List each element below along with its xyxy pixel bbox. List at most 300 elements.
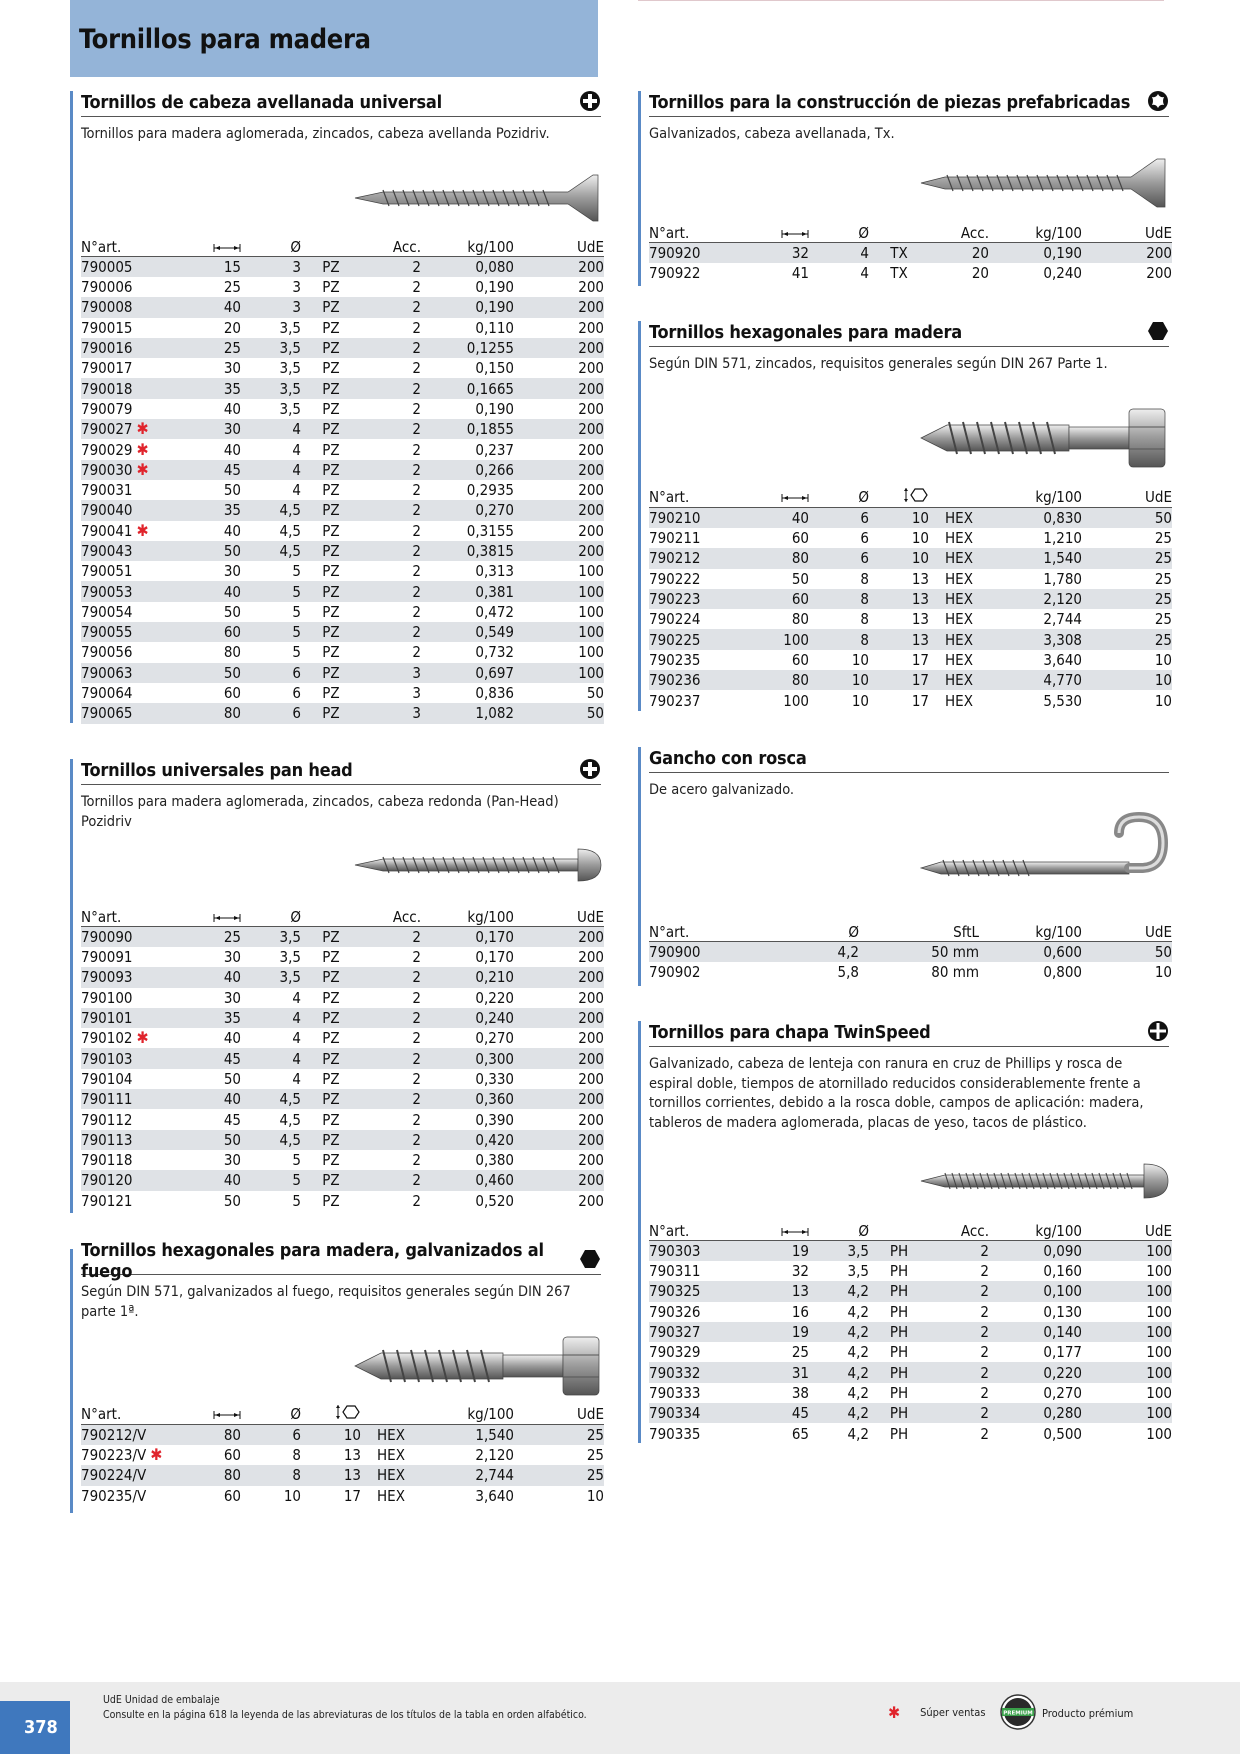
table-cell: 100 <box>578 562 604 581</box>
table-cell: 2 <box>412 399 421 418</box>
table-cell: 16 <box>791 1302 809 1321</box>
col-header-article: N°art. <box>649 224 759 243</box>
article-number: 790029 ✱ <box>81 439 149 459</box>
table-cell: 25 <box>586 1446 604 1465</box>
article-number: 790053 <box>81 581 191 601</box>
article-number: 790113 <box>81 1130 191 1150</box>
table-cell: 2 <box>412 602 421 621</box>
table-cell: 60 <box>759 589 809 609</box>
table-cell: PZ <box>322 684 340 703</box>
table-cell: 50 <box>1082 942 1172 963</box>
table-cell: 2 <box>361 419 421 439</box>
table-cell: HEX <box>377 1446 405 1465</box>
table-cell: 0,240 <box>421 1008 514 1028</box>
table-cell: HEX <box>361 1465 421 1485</box>
table-row <box>649 942 1172 963</box>
table-cell: 5 <box>241 622 301 642</box>
article-number: 790327 <box>649 1322 759 1342</box>
table-cell: PZ <box>301 500 361 520</box>
table-cell: 4,2 <box>809 1281 869 1301</box>
table-row <box>81 277 604 297</box>
table-cell: 1,210 <box>1043 529 1082 548</box>
col-header-ude: UdE <box>1082 1222 1172 1241</box>
table-cell: 13 <box>869 629 929 649</box>
table-cell: 1,540 <box>421 1425 514 1446</box>
premium-badge-icon <box>1000 1694 1036 1733</box>
col-header-acc: Acc. <box>929 224 989 243</box>
table-row <box>649 1362 1172 1382</box>
table-cell: 0,313 <box>475 562 514 581</box>
table-row <box>81 1069 604 1089</box>
section-title-row <box>81 91 601 117</box>
table-cell: 0,170 <box>475 948 514 967</box>
table-cell: 4,5 <box>241 541 301 561</box>
table-cell: PH <box>889 1262 909 1281</box>
table-cell: 25 <box>223 278 241 297</box>
table-row <box>81 1425 604 1446</box>
table-cell: 0,3815 <box>421 541 514 561</box>
section-description: De acero galvanizado. <box>649 782 795 798</box>
table-cell: 13 <box>911 569 929 588</box>
section-title: Tornillos para la construcción de piezas prefabricadas <box>649 92 1131 113</box>
pan-head-screw-image <box>353 845 603 889</box>
table-cell: 2 <box>929 1241 989 1262</box>
table-cell: 200 <box>578 1069 604 1088</box>
table-cell: 25 <box>1082 589 1172 609</box>
table-cell: 3,5 <box>241 967 301 987</box>
table-cell: 19 <box>759 1241 809 1262</box>
table-row <box>81 480 604 500</box>
col-header-diameter: Ø <box>241 908 301 927</box>
table-cell: 0,110 <box>475 318 514 337</box>
table-cell: 10 <box>283 1486 301 1505</box>
article-number: 790326 <box>649 1302 701 1321</box>
table-cell: 200 <box>514 927 604 948</box>
table-cell: 100 <box>578 602 604 621</box>
table-cell: 50 <box>586 684 604 703</box>
col-header-weight: kg/100 <box>989 1222 1082 1241</box>
table-cell: 4,2 <box>847 1343 869 1362</box>
table-row <box>649 1342 1172 1362</box>
table-cell: 4,770 <box>989 670 1082 690</box>
table-cell: 80 <box>223 643 241 662</box>
table-row <box>81 257 604 278</box>
table-cell: 4,5 <box>241 1089 301 1109</box>
table-cell: 40 <box>191 297 241 317</box>
table-cell: 10 <box>586 1486 604 1505</box>
table-cell: 2 <box>361 581 421 601</box>
table-row <box>649 548 1172 568</box>
star-icon: ✱ <box>888 1703 901 1722</box>
table-cell: 35 <box>191 1008 241 1028</box>
table-row <box>81 500 604 520</box>
table-cell: 3 <box>361 663 421 683</box>
article-number: 790102 ✱ <box>81 1028 149 1048</box>
article-number: 790051 <box>81 562 133 581</box>
table-cell: 25 <box>1154 529 1172 548</box>
table-row <box>649 1241 1172 1262</box>
table-cell: 10 <box>301 1425 361 1446</box>
legend-premium <box>1000 1694 1133 1733</box>
table-cell: 200 <box>578 481 604 500</box>
table-cell: 20 <box>971 264 989 283</box>
table-cell: TX <box>869 243 929 264</box>
page-header <box>70 0 598 77</box>
table-row <box>81 541 604 561</box>
section-description: Galvanizado, cabeza de lenteja con ranura en cruz de Phillips y rosca de espiral doble, tiempos de atornillado reducidos considerablemente frente a tornillos corrientes, debido a la rosca doble, campos de aplicación: madera, tableros de madera aglomerada, placas de yeso, tacos de plástico. <box>649 1056 1144 1131</box>
table-cell: 200 <box>514 338 604 358</box>
table-cell: 100 <box>1082 1241 1172 1262</box>
table-cell: PZ <box>322 318 340 337</box>
table-cell: PH <box>889 1302 909 1321</box>
table-cell: 2 <box>412 1110 421 1129</box>
table-cell: PH <box>869 1281 929 1301</box>
table-cell: 13 <box>869 589 929 609</box>
table-cell: 0,140 <box>989 1322 1082 1342</box>
article-number: 790212 <box>649 548 759 568</box>
table-row <box>649 569 1172 589</box>
table-cell: 8 <box>809 589 869 609</box>
table-cell: 25 <box>1082 548 1172 568</box>
table-cell: 25 <box>514 1425 604 1446</box>
table-cell: PZ <box>322 1151 340 1170</box>
table-cell: 200 <box>578 1151 604 1170</box>
article-number: 790902 <box>649 963 701 982</box>
table-row <box>649 1403 1172 1423</box>
table-cell: 50 <box>191 663 241 683</box>
table-cell: 2 <box>929 1322 989 1342</box>
table-cell: 3,640 <box>475 1486 514 1505</box>
table-cell: 0,460 <box>421 1170 514 1190</box>
table-cell: 0,270 <box>421 500 514 520</box>
table-cell: 2,120 <box>475 1446 514 1465</box>
table-cell: PZ <box>301 1048 361 1068</box>
table-cell: 80 <box>191 1425 241 1446</box>
table-cell: 50 <box>223 1069 241 1088</box>
table-cell: 2 <box>361 297 421 317</box>
article-number: 790223 <box>649 589 759 609</box>
col-header-article: N°art. <box>81 1404 191 1425</box>
table-cell: 0,549 <box>421 622 514 642</box>
table-cell: 6 <box>241 663 301 683</box>
section-prefab-screws <box>638 91 1172 286</box>
table-row <box>81 1028 604 1048</box>
table-cell: 25 <box>1082 629 1172 649</box>
col-header-acc: Acc. <box>361 908 421 927</box>
article-number: 790103 <box>81 1048 191 1068</box>
table-row <box>81 561 604 581</box>
table-cell: 45 <box>223 1110 241 1129</box>
table-row <box>81 927 604 948</box>
table-cell: 0,220 <box>475 988 514 1007</box>
table-cell: 2,744 <box>1043 610 1082 629</box>
table-row <box>81 1191 604 1211</box>
table-cell: 30 <box>191 419 241 439</box>
article-number: 790030 ✱ <box>81 460 191 480</box>
table-cell: 0,360 <box>421 1089 514 1109</box>
article-number: 790031 <box>81 481 133 500</box>
product-table <box>649 923 1172 982</box>
table-cell: 6 <box>809 508 869 529</box>
bestseller-star-icon: ✱ <box>136 439 149 459</box>
table-cell: 5,530 <box>1043 691 1082 710</box>
table-cell: 10 <box>851 691 869 710</box>
section-description: Según DIN 571, zincados, requisitos generales según DIN 267 Parte 1. <box>649 356 1108 372</box>
pozidriv-icon <box>579 758 601 784</box>
table-cell: PZ <box>301 967 361 987</box>
table-cell: 5 <box>292 602 301 621</box>
col-header-diameter: Ø <box>759 923 859 942</box>
table-cell: 1,780 <box>1043 569 1082 588</box>
table-row <box>81 378 604 398</box>
table-cell: 0,190 <box>475 278 514 297</box>
table-cell: 0,240 <box>1043 264 1082 283</box>
table-cell: 0,1665 <box>421 378 514 398</box>
section-pan-head-screws <box>70 759 604 1213</box>
table-cell: 2 <box>361 1048 421 1068</box>
countersunk-screw-image <box>353 173 603 227</box>
article-number: 790235 <box>649 650 701 669</box>
article-number: 790104 <box>81 1069 133 1088</box>
table-cell: HEX <box>929 548 989 568</box>
table-cell: 65 <box>791 1424 809 1443</box>
table-cell: PZ <box>322 562 340 581</box>
prefab-screw-image <box>919 157 1169 213</box>
table-cell: PZ <box>301 927 361 948</box>
section-hex-wood-screws <box>638 321 1172 711</box>
table-cell: 30 <box>223 562 241 581</box>
table-cell: 2 <box>361 500 421 520</box>
table-cell: 100 <box>1146 1383 1172 1402</box>
table-cell: 200 <box>514 500 604 520</box>
table-cell: 100 <box>1146 1262 1172 1281</box>
table-cell: 41 <box>791 264 809 283</box>
article-number: 790332 <box>649 1362 759 1382</box>
table-cell: 80 <box>791 610 809 629</box>
table-cell: 0,381 <box>421 581 514 601</box>
product-table <box>81 908 604 1211</box>
table-cell: 0,472 <box>475 602 514 621</box>
section-title: Tornillos para chapa TwinSpeed <box>649 1022 931 1043</box>
section-twinspeed-screws <box>638 1021 1172 1443</box>
table-cell: 200 <box>514 378 604 398</box>
col-header-ude: UdE <box>514 1404 604 1425</box>
col-header-drive <box>301 238 361 257</box>
section-title-row <box>81 1239 601 1282</box>
article-number: 790223/V ✱ <box>81 1445 163 1465</box>
table-cell: 200 <box>578 359 604 378</box>
table-cell: 2 <box>412 1151 421 1170</box>
col-header-ude: UdE <box>1082 224 1172 243</box>
table-cell: 40 <box>191 1089 241 1109</box>
table-cell: 200 <box>514 1089 604 1109</box>
table-row <box>81 967 604 987</box>
table-cell: 2 <box>980 1343 989 1362</box>
article-number: 790235/V <box>81 1486 147 1505</box>
table-cell: 200 <box>578 521 604 540</box>
table-cell: PZ <box>322 1110 340 1129</box>
table-cell: 2 <box>412 318 421 337</box>
table-cell: 13 <box>911 610 929 629</box>
table-cell: PZ <box>301 663 361 683</box>
table-cell: 2 <box>412 359 421 378</box>
section-description: Según DIN 571, galvanizados al fuego, requisitos generales según DIN 267 parte 1ª. <box>81 1284 571 1320</box>
table-cell: 40 <box>223 399 241 418</box>
table-cell: 60 <box>791 650 809 669</box>
col-header-ude: UdE <box>514 908 604 927</box>
col-header-ude: UdE <box>1082 923 1172 942</box>
col-header-diameter: Ø <box>809 224 869 243</box>
table-row <box>81 622 604 642</box>
table-cell: 3 <box>241 297 301 317</box>
table-cell: 45 <box>191 1048 241 1068</box>
table-cell: 0,500 <box>1043 1424 1082 1443</box>
article-number: 790225 <box>649 629 759 649</box>
table-cell: PZ <box>301 622 361 642</box>
table-cell: 200 <box>578 399 604 418</box>
table-cell: PZ <box>301 1008 361 1028</box>
table-cell: 4 <box>860 264 869 283</box>
table-cell: 100 <box>759 629 809 649</box>
table-cell: 60 <box>791 529 809 548</box>
table-cell: 2 <box>980 1302 989 1321</box>
table-cell: 8 <box>809 629 869 649</box>
table-cell: 60 <box>191 622 241 642</box>
table-cell: 50 <box>223 602 241 621</box>
table-cell: 2 <box>361 378 421 398</box>
table-cell: 0,3155 <box>466 521 514 540</box>
table-row <box>649 650 1172 670</box>
table-cell: PZ <box>301 297 361 317</box>
bestseller-star-icon: ✱ <box>136 1028 149 1048</box>
bestseller-star-icon: ✱ <box>136 419 149 439</box>
table-cell: 4 <box>241 419 301 439</box>
table-cell: 40 <box>759 508 809 529</box>
table-cell: 0,190 <box>421 297 514 317</box>
table-row <box>649 1383 1172 1403</box>
article-number: 790334 <box>649 1403 759 1423</box>
table-cell: 50 mm <box>859 942 979 963</box>
table-cell: 15 <box>191 257 241 278</box>
table-cell: HEX <box>377 1486 405 1505</box>
table-row <box>649 609 1172 629</box>
table-cell: 100 <box>1082 1362 1172 1382</box>
table-cell: 8 <box>241 1465 301 1485</box>
table-cell: 35 <box>191 500 241 520</box>
section-description: Galvanizados, cabeza avellanada, Tx. <box>649 126 895 142</box>
table-cell: PZ <box>301 1130 361 1150</box>
table-cell: 6 <box>809 548 869 568</box>
article-number: 790065 <box>81 703 191 723</box>
table-cell: 80 <box>191 703 241 723</box>
table-cell: PZ <box>322 481 340 500</box>
article-number: 790325 <box>649 1281 759 1301</box>
table-row <box>81 460 604 480</box>
table-cell: 0,266 <box>421 460 514 480</box>
article-number: 790006 <box>81 278 133 297</box>
col-header-ude: UdE <box>1082 487 1172 508</box>
article-number: 790054 <box>81 602 133 621</box>
table-cell: 0,300 <box>421 1048 514 1068</box>
table-cell: 2 <box>412 278 421 297</box>
table-cell: 2 <box>412 1191 421 1210</box>
table-cell: 0,1255 <box>421 338 514 358</box>
article-number: 790118 <box>81 1151 133 1170</box>
table-cell: 17 <box>911 691 929 710</box>
table-cell: 6 <box>860 529 869 548</box>
table-cell: 10 <box>851 650 869 669</box>
table-cell: 0,190 <box>475 399 514 418</box>
table-cell: 0,190 <box>989 243 1082 264</box>
table-cell: 100 <box>1082 1281 1172 1301</box>
table-cell: 5 <box>292 562 301 581</box>
article-number: 790212/V <box>81 1425 191 1446</box>
table-row <box>649 508 1172 529</box>
table-row <box>81 1130 604 1150</box>
product-table <box>81 238 604 724</box>
section-title: Tornillos universales pan head <box>81 760 353 781</box>
col-header-article: N°art. <box>649 487 759 508</box>
table-cell: PH <box>869 1362 929 1382</box>
bestseller-star-icon: ✱ <box>150 1445 163 1465</box>
table-cell: 0,2935 <box>466 481 514 500</box>
table-cell: 100 <box>514 663 604 683</box>
table-cell: 200 <box>514 297 604 317</box>
table-cell: 8 <box>292 1446 301 1465</box>
table-header-row <box>649 487 1172 508</box>
col-header-weight: kg/100 <box>421 238 514 257</box>
table-cell: 0,160 <box>1043 1262 1082 1281</box>
table-cell: 200 <box>1146 264 1172 283</box>
table-cell: 40 <box>223 521 241 540</box>
table-cell: HEX <box>929 589 989 609</box>
twinspeed-screw-image <box>919 1161 1169 1205</box>
article-number: 790090 <box>81 927 191 948</box>
col-header-diameter: Ø <box>809 1222 869 1241</box>
length-icon <box>759 224 809 243</box>
table-cell: 60 <box>223 1486 241 1505</box>
table-cell: 50 <box>223 1191 241 1210</box>
table-cell: 17 <box>343 1486 361 1505</box>
table-cell: 1,540 <box>989 548 1082 568</box>
table-cell: 40 <box>191 1170 241 1190</box>
footer-notes <box>103 1693 587 1723</box>
table-cell: 3,5 <box>241 927 301 948</box>
table-cell: 45 <box>759 1403 809 1423</box>
table-cell: 0,697 <box>421 663 514 683</box>
table-cell: HEX <box>929 508 989 529</box>
table-cell: 4 <box>292 988 301 1007</box>
table-cell: 200 <box>514 541 604 561</box>
table-cell: 2 <box>412 1029 421 1048</box>
article-number: 790064 <box>81 684 133 703</box>
table-cell: 10 <box>809 670 869 690</box>
col-header-drive <box>869 224 929 243</box>
table-row <box>649 1322 1172 1342</box>
table-cell: 2 <box>929 1281 989 1301</box>
table-row <box>81 1150 604 1170</box>
product-table <box>81 1404 604 1506</box>
table-cell: 60 <box>223 684 241 703</box>
table-cell: PH <box>889 1383 909 1402</box>
col-header-article: N°art. <box>649 1222 759 1241</box>
table-cell: 20 <box>223 318 241 337</box>
hex-icon <box>1147 320 1169 346</box>
table-row <box>81 1170 604 1190</box>
table-cell: 3,5 <box>279 948 301 967</box>
footer-ude-note: UdE Unidad de embalaje <box>103 1694 220 1706</box>
table-cell: 3,5 <box>279 399 301 418</box>
